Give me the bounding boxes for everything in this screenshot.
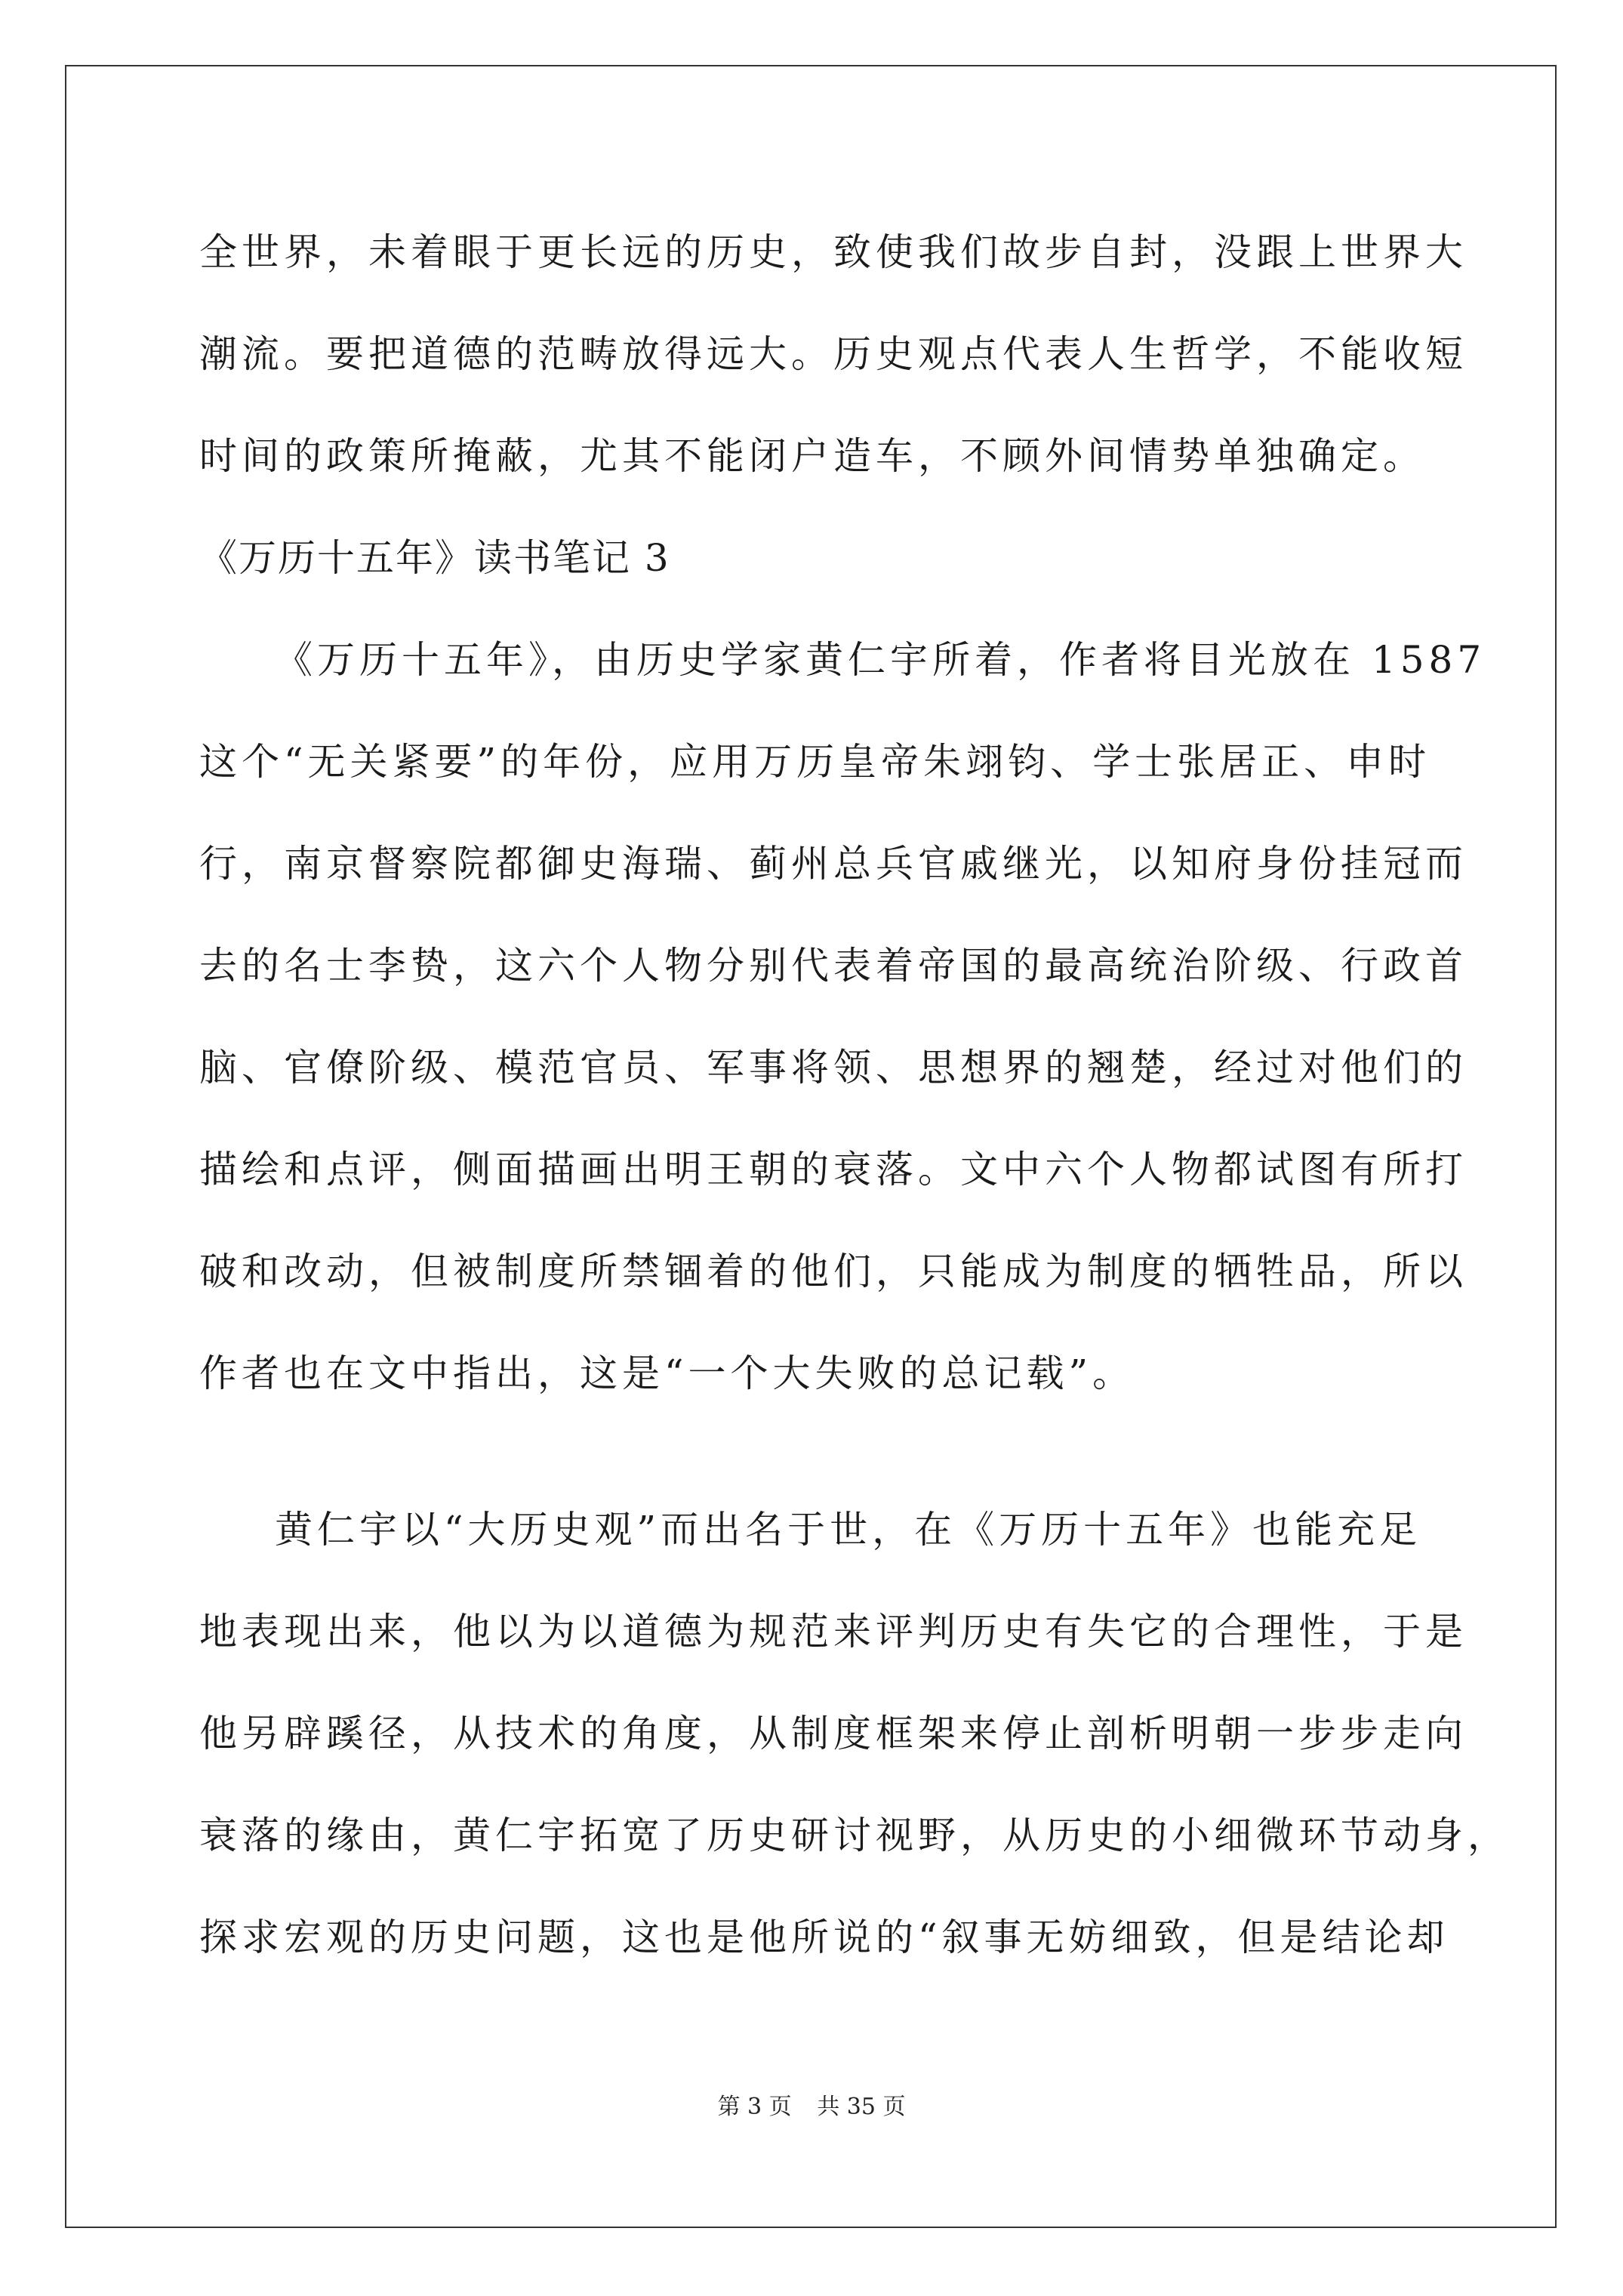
text-line: 这个“无关紧要”的年份，应用万历皇帝朱翊钧、学士张居正、申时 — [199, 740, 1431, 784]
text-line: 衰落的缘由，黄仁宇拓宽了历史研讨视野，从历史的小细微环节动身， — [199, 1814, 1510, 1857]
page-footer — [0, 2092, 1623, 2122]
page-total: 共 35 页 — [817, 2094, 906, 2120]
text-line: 脑、官僚阶级、模范官员、军事将领、思想界的翘楚，经过对他们的 — [199, 1046, 1467, 1089]
paragraph-start-line: 黄仁宇以“大历史观”而出名于世，在《万历十五年》也能充足 — [275, 1508, 1422, 1552]
text-line: 描绘和点评，侧面描画出明王朝的衰落。文中六个人物都试图有所打 — [199, 1148, 1467, 1191]
paragraph-start-line: 《万历十五年》，由历史学家黄仁宇所着，作者将目光放在 1587 — [275, 638, 1486, 682]
text-line: 破和改动，但被制度所禁锢着的他们，只能成为制度的牺牲品，所以 — [199, 1250, 1467, 1293]
text-line: 潮流。要把道德的范畴放得远大。历史观点代表人生哲学，不能收短 — [199, 332, 1467, 376]
section-heading: 《万历十五年》读书笔记 3 — [199, 536, 670, 580]
text-line: 地表现出来，他以为以道德为规范来评判历史有失它的合理性，于是 — [199, 1610, 1467, 1653]
text-line: 行，南京督察院都御史海瑞、蓟州总兵官戚继光，以知府身份挂冠而 — [199, 842, 1467, 886]
text-line: 作者也在文中指出，这是“一个大失败的总记载”。 — [199, 1351, 1135, 1395]
page-number: 第 3 页 — [717, 2094, 792, 2120]
text-line: 他另辟蹊径，从技术的角度，从制度框架来停止剖析明朝一步步走向 — [199, 1712, 1467, 1755]
text-line: 去的名士李贽，这六个人物分别代表着帝国的最高统治阶级、行政首 — [199, 944, 1467, 988]
text-line: 时间的政策所掩蔽，尤其不能闭户造车，不顾外间情势单独确定。 — [199, 434, 1425, 478]
text-line: 探求宏观的历史问题，这也是他所说的“叙事无妨细致，但是结论却 — [199, 1915, 1449, 1959]
text-line: 全世界，未着眼于更长远的历史，致使我们故步自封，没跟上世界大 — [199, 230, 1467, 274]
